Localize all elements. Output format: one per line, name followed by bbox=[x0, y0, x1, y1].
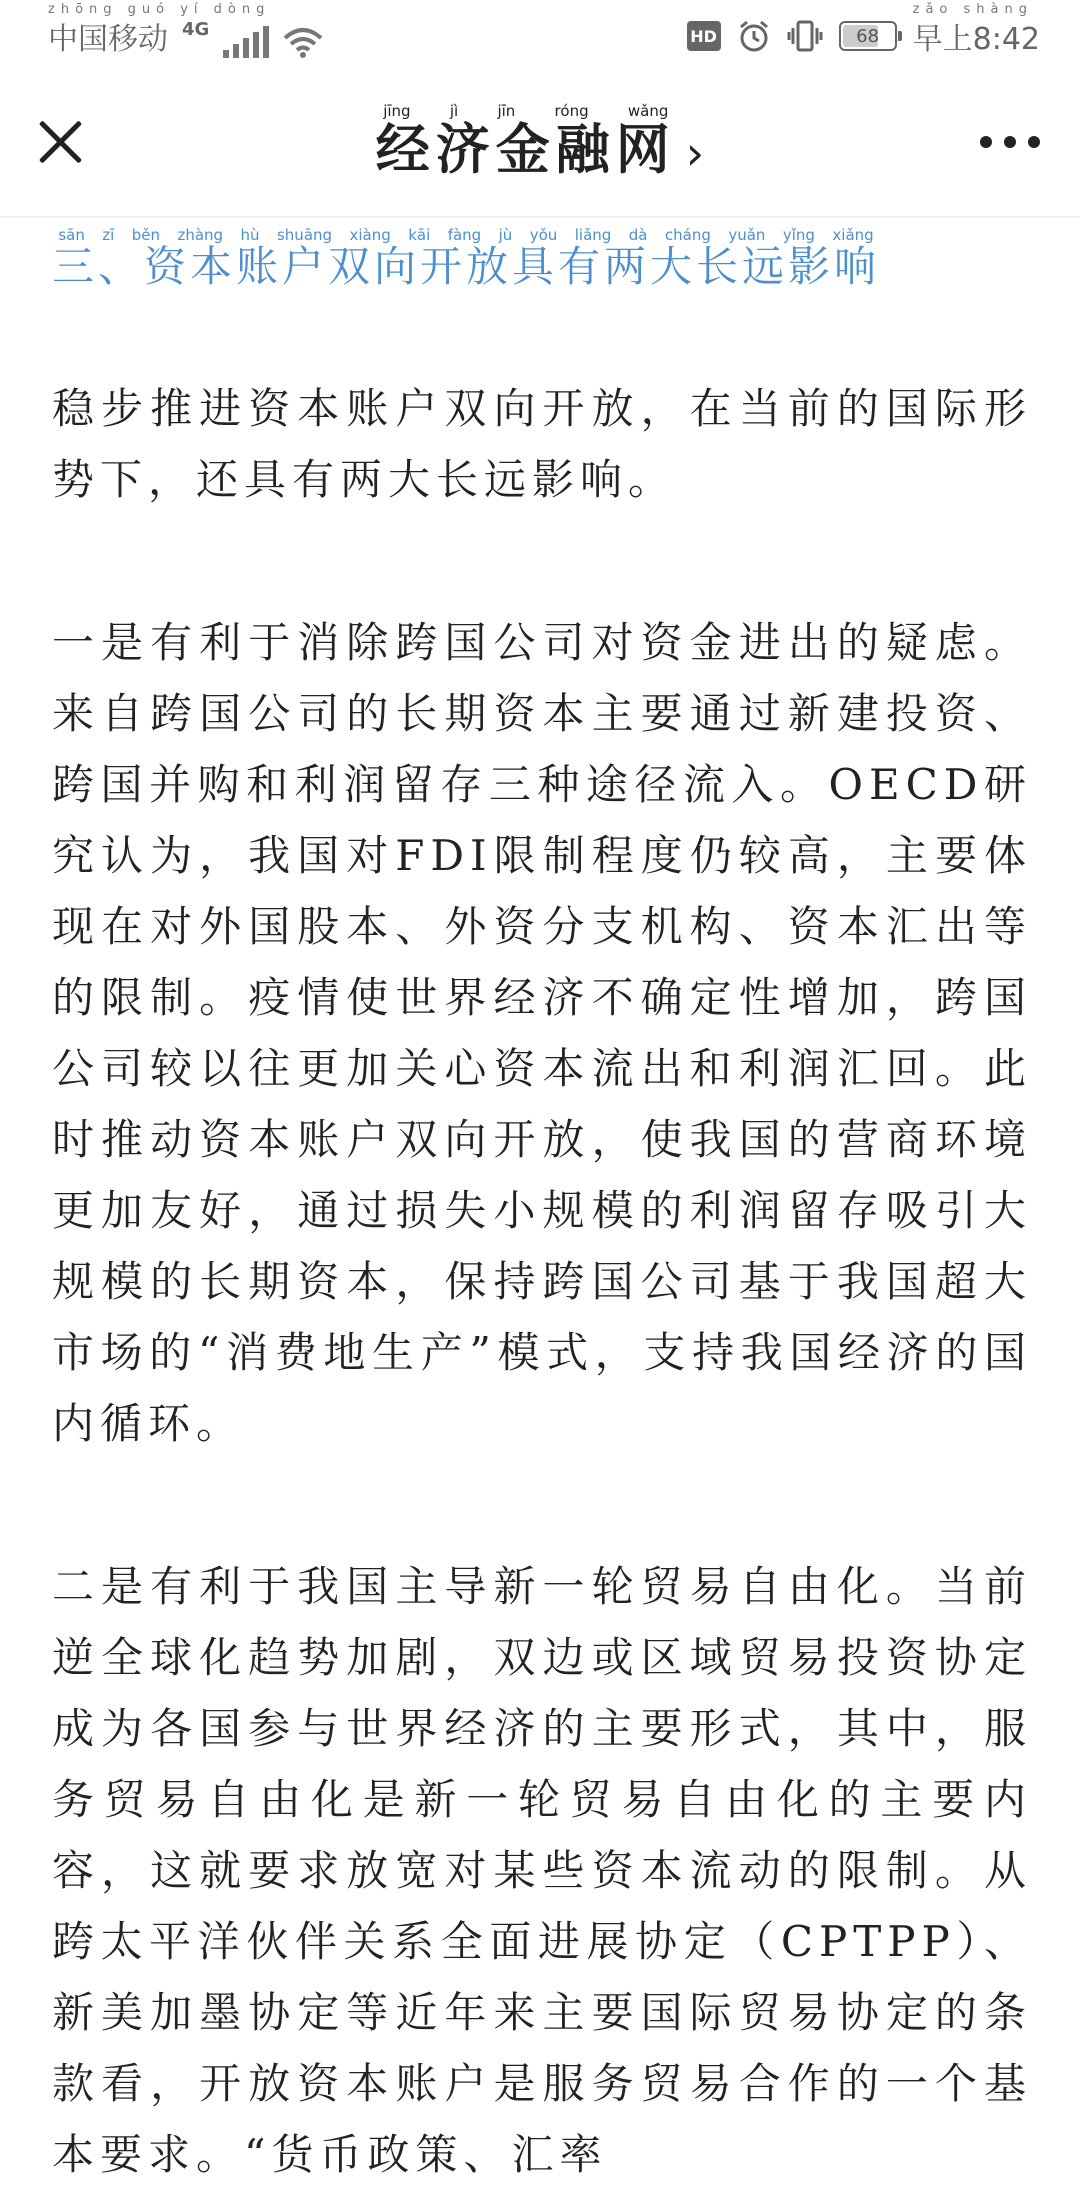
chevron-right-icon: › bbox=[685, 126, 705, 180]
title-pinyin: jīng jì jīn róng wǎng bbox=[375, 102, 676, 120]
clock bbox=[912, 2, 1040, 58]
more-options-icon[interactable] bbox=[980, 136, 1040, 148]
wifi-icon bbox=[283, 26, 323, 58]
title-bar bbox=[0, 90, 1080, 220]
time-label: 早上8:42 bbox=[912, 22, 1040, 57]
page-title: 经济金融网jīng jì jīn róng wǎng bbox=[375, 102, 676, 181]
battery-level: 68 bbox=[856, 25, 880, 47]
battery-icon bbox=[839, 21, 897, 51]
status-bar bbox=[0, 0, 1080, 80]
section-heading: 三、资本账户双向开放具有两大长远影响sān zī běn zhàng hù shuāng xiàng kāi fàng jù yǒu liǎng dà cháng yuǎn yǐng xiǎng bbox=[52, 226, 881, 291]
divider bbox=[0, 216, 1080, 218]
paragraph-2: 一是有利于消除跨国公司对资金进出的疑虑。来自跨国公司的长期资本主要通过新建投资、跨国并购和利润留存三种途径流入。OECD研究认为，我国对FDI限制程度仍较高，主要体现在对外国股本、外资分支机构、资本汇出等的限制。疫情使世界经济不确定性增加，跨国公司较以往更加关心资本流出和利润汇回。此时推动资本账户双向开放，使我国的营商环境更加友好，通过损失小规模的利润留存吸引大规模的长期资本，保持跨国公司基于我国超大市场的“消费地生产”模式，支持我国经济的国内循环。 bbox=[52, 618, 1032, 1448]
hd-icon: HD bbox=[687, 21, 721, 51]
status-right bbox=[687, 2, 1040, 58]
signal-icon bbox=[223, 26, 269, 58]
vibrate-icon bbox=[787, 19, 823, 53]
account-title-link[interactable] bbox=[376, 104, 704, 184]
article-body bbox=[52, 228, 1032, 2190]
status-left bbox=[48, 2, 323, 58]
alarm-icon bbox=[737, 19, 771, 53]
paragraph-3: 二是有利于我国主导新一轮贸易自由化。当前逆全球化趋势加剧，双边或区域贸易投资协定成为各国参与世界经济的主要形式，其中，服务贸易自由化是新一轮贸易自由化的主要内容，这就要求放宽对某些资本流动的限制。从跨太平洋伙伴关系全面进展协定（CPTPP）、新美加墨协定等近年来主要国际贸易协定的条款看，开放资本账户是服务贸易合作的一个基本要求。“货币政策、汇率 bbox=[52, 1562, 1032, 2179]
time-pinyin: zǎo shàng bbox=[912, 2, 1033, 17]
carrier-label: 中国移动 bbox=[48, 22, 168, 57]
heading-pinyin: sān zī běn zhàng hù shuāng xiàng kāi fàng jù yǒu liǎng dà cháng yuǎn yǐng xiǎng bbox=[52, 226, 880, 244]
network-type: 4G bbox=[182, 19, 210, 40]
carrier-pinyin: zhōng guó yí dòng bbox=[48, 2, 271, 17]
paragraph-1: 稳步推进资本账户双向开放，在当前的国际形势下，还具有两大长远影响。 bbox=[52, 384, 1032, 504]
